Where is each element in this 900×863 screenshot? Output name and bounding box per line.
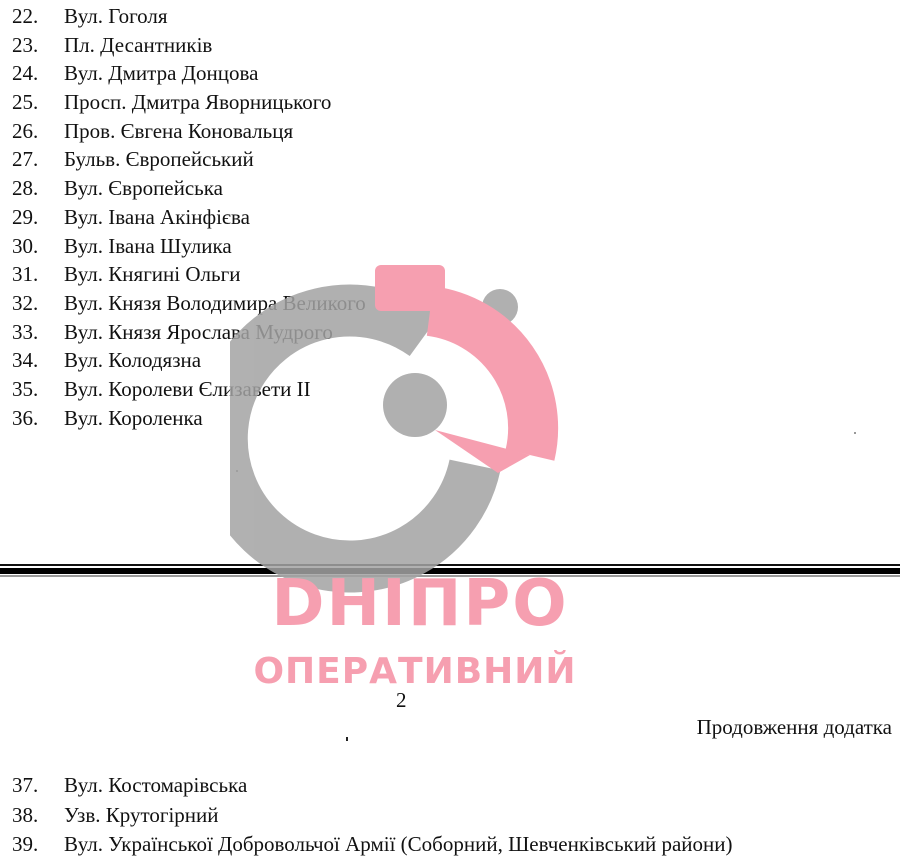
page-divider-shadow (0, 575, 900, 577)
item-number: 32. (12, 290, 39, 315)
item-text: Вул. Української Добровольчої Армії (Соборний, Шевченківський райони) (64, 832, 733, 856)
item-number: 33. (12, 319, 39, 344)
item-text: Вул. Костомарівська (64, 773, 248, 797)
item-text: Пл. Десантників (64, 32, 213, 57)
item-text: Пров. Євгена Коновальця (64, 118, 294, 143)
item-number: 31. (12, 262, 39, 287)
item-text: Вул. Колодязна (64, 348, 202, 373)
item-text: Вул. Івана Акінфієва (64, 204, 250, 229)
scan-speck (854, 432, 856, 434)
item-text: Вул. Гоголя (64, 4, 168, 28)
watermark-dot (383, 373, 447, 437)
watermark-pointer (435, 430, 530, 473)
item-number: 36. (12, 405, 39, 430)
watermark-arc (430, 311, 533, 455)
page-divider-thick (0, 568, 900, 574)
watermark-ring (230, 311, 475, 567)
item-text: Вул. Івана Шулика (64, 233, 232, 258)
watermark-line2: ОПЕРАТИВНИЙ (253, 651, 577, 692)
item-number: 28. (12, 176, 39, 201)
item-text: Вул. Дмитра Донцова (64, 61, 259, 86)
item-text: Вул. Князя Володимира Великого (64, 290, 366, 315)
item-text: Вул. Королеви Єлизавети ІІ (64, 376, 311, 401)
item-number: 39. (12, 832, 39, 856)
item-text: Узв. Крутогірний (64, 802, 219, 827)
scan-speck (236, 470, 238, 472)
watermark-tab (375, 265, 445, 311)
page-number: 2 (396, 688, 407, 712)
item-number: 27. (12, 147, 39, 172)
item-number: 23. (12, 32, 39, 57)
continuation-label: Продовження додатка (696, 715, 892, 739)
item-text: Вул. Короленка (64, 405, 203, 430)
item-number: 38. (12, 802, 39, 827)
item-text: Вул. Княгині Ольги (64, 262, 241, 287)
page-divider-thin (0, 564, 900, 566)
item-number: 24. (12, 61, 39, 86)
item-text: Вул. Князя Ярослава Мудрого (64, 319, 333, 344)
item-text: Вул. Європейська (64, 176, 223, 201)
item-text: Просп. Дмитра Яворницького (64, 90, 332, 115)
item-number: 25. (12, 90, 39, 115)
watermark-line1: DHIПРО (271, 567, 569, 641)
scan-speck (346, 737, 348, 741)
item-number: 30. (12, 233, 39, 258)
item-number: 34. (12, 348, 39, 373)
watermark-knob (482, 289, 518, 325)
item-number: 29. (12, 204, 39, 229)
item-number: 26. (12, 118, 39, 143)
item-number: 35. (12, 376, 39, 401)
item-number: 22. (12, 4, 39, 28)
item-number: 37. (12, 773, 39, 797)
item-text: Бульв. Європейський (64, 147, 254, 172)
